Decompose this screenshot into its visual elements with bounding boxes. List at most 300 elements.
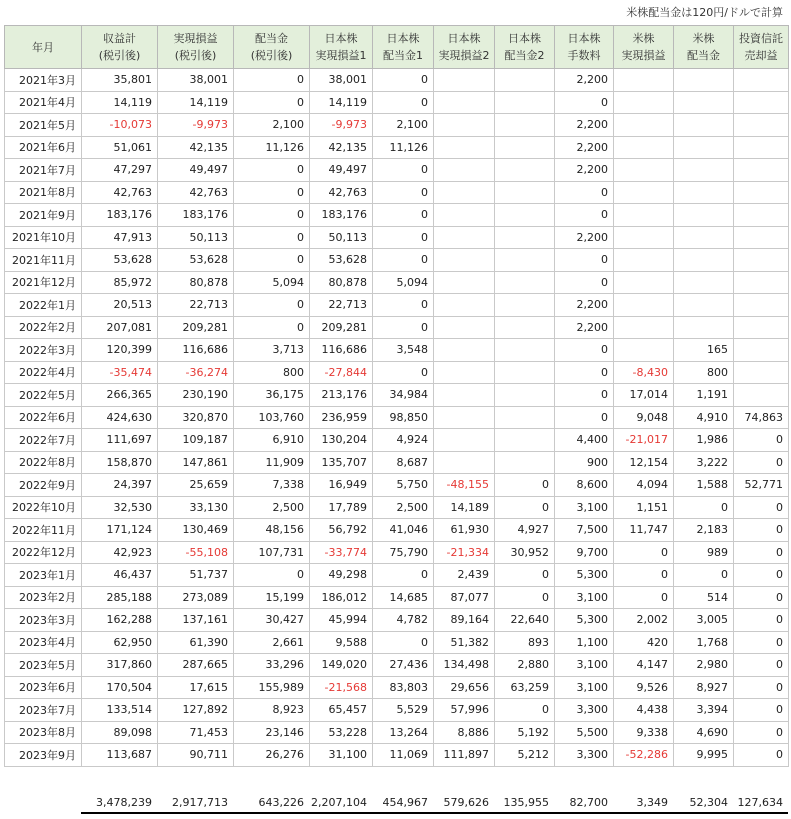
value-cell: 230,190 — [158, 384, 234, 407]
value-cell — [734, 339, 789, 362]
value-cell — [734, 91, 789, 114]
value-cell: 63,259 — [495, 676, 555, 699]
value-cell: 22,640 — [495, 609, 555, 632]
value-cell: 56,792 — [310, 519, 373, 542]
column-header — [158, 26, 234, 69]
value-cell: 1,191 — [674, 384, 734, 407]
value-cell — [734, 69, 789, 92]
value-cell — [674, 159, 734, 182]
value-cell: 8,600 — [555, 474, 614, 497]
value-cell — [434, 294, 495, 317]
table-row — [5, 676, 789, 699]
totals-label-cell — [4, 792, 81, 813]
value-cell: 14,119 — [158, 91, 234, 114]
value-cell: 8,687 — [373, 451, 434, 474]
value-cell: 90,711 — [158, 744, 234, 767]
value-cell: 2,183 — [674, 519, 734, 542]
value-cell: 9,526 — [614, 676, 674, 699]
value-cell — [434, 316, 495, 339]
value-cell: 71,453 — [158, 721, 234, 744]
value-cell: 149,020 — [310, 654, 373, 677]
value-cell: -21,017 — [614, 429, 674, 452]
value-cell: 0 — [373, 204, 434, 227]
column-header — [310, 26, 373, 69]
table-row — [5, 204, 789, 227]
value-cell: 0 — [495, 564, 555, 587]
total-cell: 454,967 — [372, 792, 433, 813]
value-cell: 130,204 — [310, 429, 373, 452]
value-cell: 0 — [734, 541, 789, 564]
table-body — [5, 69, 789, 767]
value-cell: 317,860 — [82, 654, 158, 677]
value-cell: -9,973 — [310, 114, 373, 137]
table-row — [5, 496, 789, 519]
month-cell: 2023年7月 — [5, 699, 82, 722]
value-cell: 80,878 — [310, 271, 373, 294]
month-cell: 2022年6月 — [5, 406, 82, 429]
value-cell — [434, 384, 495, 407]
value-cell: 42,135 — [158, 136, 234, 159]
table-row — [5, 361, 789, 384]
value-cell — [495, 316, 555, 339]
totals-row — [4, 792, 788, 813]
month-cell: 2021年5月 — [5, 114, 82, 137]
value-cell: 0 — [734, 586, 789, 609]
value-cell: 87,077 — [434, 586, 495, 609]
value-cell: 4,400 — [555, 429, 614, 452]
value-cell: 25,659 — [158, 474, 234, 497]
value-cell: 53,228 — [310, 721, 373, 744]
value-cell: 57,996 — [434, 699, 495, 722]
value-cell: 46,437 — [82, 564, 158, 587]
value-cell: 3,100 — [555, 496, 614, 519]
value-cell: 11,126 — [234, 136, 310, 159]
value-cell: 0 — [234, 91, 310, 114]
value-cell: 6,910 — [234, 429, 310, 452]
value-cell: 155,989 — [234, 676, 310, 699]
value-cell: 0 — [234, 159, 310, 182]
value-cell: 41,046 — [373, 519, 434, 542]
value-cell: 32,530 — [82, 496, 158, 519]
value-cell: 34,984 — [373, 384, 434, 407]
value-cell: 5,300 — [555, 609, 614, 632]
month-cell: 2022年3月 — [5, 339, 82, 362]
column-header — [555, 26, 614, 69]
value-cell — [734, 316, 789, 339]
month-cell: 2022年12月 — [5, 541, 82, 564]
value-cell: 266,365 — [82, 384, 158, 407]
value-cell — [734, 384, 789, 407]
value-cell: 0 — [234, 316, 310, 339]
month-cell: 2022年4月 — [5, 361, 82, 384]
value-cell: 1,151 — [614, 496, 674, 519]
value-cell — [495, 204, 555, 227]
month-cell: 2023年6月 — [5, 676, 82, 699]
value-cell: 424,630 — [82, 406, 158, 429]
month-cell: 2023年2月 — [5, 586, 82, 609]
value-cell: 0 — [373, 181, 434, 204]
value-cell: 11,909 — [234, 451, 310, 474]
value-cell: 0 — [234, 564, 310, 587]
value-cell — [614, 294, 674, 317]
value-cell: 83,803 — [373, 676, 434, 699]
total-cell: 127,634 — [733, 792, 788, 813]
value-cell — [434, 271, 495, 294]
value-cell: 183,176 — [82, 204, 158, 227]
value-cell — [495, 91, 555, 114]
value-cell: 165 — [674, 339, 734, 362]
value-cell: 5,192 — [495, 721, 555, 744]
value-cell: 3,394 — [674, 699, 734, 722]
value-cell: 0 — [734, 721, 789, 744]
value-cell: 14,119 — [82, 91, 158, 114]
value-cell: 285,188 — [82, 586, 158, 609]
value-cell: 31,100 — [310, 744, 373, 767]
value-cell: 236,959 — [310, 406, 373, 429]
value-cell — [434, 249, 495, 272]
value-cell: -9,973 — [158, 114, 234, 137]
value-cell: 4,094 — [614, 474, 674, 497]
value-cell: 14,685 — [373, 586, 434, 609]
column-header-line: 米株 — [692, 32, 715, 45]
value-cell: 74,863 — [734, 406, 789, 429]
value-cell: 5,094 — [373, 271, 434, 294]
table-row — [5, 631, 789, 654]
value-cell — [495, 406, 555, 429]
value-cell — [434, 406, 495, 429]
value-cell — [614, 181, 674, 204]
value-cell — [734, 159, 789, 182]
value-cell — [614, 159, 674, 182]
value-cell: 65,457 — [310, 699, 373, 722]
value-cell: 2,200 — [555, 69, 614, 92]
value-cell: 5,500 — [555, 721, 614, 744]
value-cell — [614, 69, 674, 92]
value-cell: 5,529 — [373, 699, 434, 722]
value-cell: 5,300 — [555, 564, 614, 587]
value-cell — [614, 339, 674, 362]
value-cell: 2,200 — [555, 114, 614, 137]
value-cell: 0 — [373, 294, 434, 317]
value-cell: 1,100 — [555, 631, 614, 654]
value-cell: 0 — [734, 654, 789, 677]
value-cell — [434, 114, 495, 137]
value-cell: 80,878 — [158, 271, 234, 294]
value-cell — [495, 69, 555, 92]
column-header — [234, 26, 310, 69]
value-cell: 52,771 — [734, 474, 789, 497]
value-cell — [495, 249, 555, 272]
table-row — [5, 294, 789, 317]
column-header-line: 実現損益 — [621, 49, 666, 62]
value-cell — [674, 204, 734, 227]
value-cell: 2,200 — [555, 159, 614, 182]
value-cell: 2,200 — [555, 226, 614, 249]
value-cell: 5,212 — [495, 744, 555, 767]
value-cell: -33,774 — [310, 541, 373, 564]
value-cell: 107,731 — [234, 541, 310, 564]
value-cell: 0 — [734, 631, 789, 654]
value-cell — [434, 361, 495, 384]
value-cell: 98,850 — [373, 406, 434, 429]
value-cell: 2,200 — [555, 136, 614, 159]
value-cell: 47,297 — [82, 159, 158, 182]
month-cell: 2022年8月 — [5, 451, 82, 474]
value-cell: 16,949 — [310, 474, 373, 497]
table-row — [5, 654, 789, 677]
value-cell: 53,628 — [82, 249, 158, 272]
month-cell: 2022年2月 — [5, 316, 82, 339]
value-cell — [614, 249, 674, 272]
value-cell: 2,500 — [234, 496, 310, 519]
value-cell: 2,100 — [234, 114, 310, 137]
value-cell: 0 — [614, 564, 674, 587]
month-cell: 2021年6月 — [5, 136, 82, 159]
value-cell: 0 — [734, 744, 789, 767]
table-row — [5, 721, 789, 744]
value-cell: 162,288 — [82, 609, 158, 632]
value-cell: 61,390 — [158, 631, 234, 654]
value-cell: 893 — [495, 631, 555, 654]
value-cell: 0 — [555, 271, 614, 294]
month-cell: 2022年1月 — [5, 294, 82, 317]
value-cell: 2,100 — [373, 114, 434, 137]
value-cell: 5,094 — [234, 271, 310, 294]
value-cell: 170,504 — [82, 676, 158, 699]
value-cell: 0 — [373, 91, 434, 114]
value-cell: 12,154 — [614, 451, 674, 474]
value-cell: -8,430 — [614, 361, 674, 384]
value-cell — [674, 91, 734, 114]
value-cell: 0 — [734, 564, 789, 587]
value-cell: 38,001 — [158, 69, 234, 92]
value-cell — [734, 249, 789, 272]
value-cell: 0 — [373, 316, 434, 339]
value-cell: 4,147 — [614, 654, 674, 677]
value-cell: 111,697 — [82, 429, 158, 452]
table-row — [5, 69, 789, 92]
table-row — [5, 474, 789, 497]
value-cell: 51,737 — [158, 564, 234, 587]
value-cell — [495, 159, 555, 182]
table-row — [5, 699, 789, 722]
value-cell: 3,713 — [234, 339, 310, 362]
value-cell — [614, 91, 674, 114]
value-cell: 0 — [373, 564, 434, 587]
month-cell: 2022年9月 — [5, 474, 82, 497]
total-cell: 2,207,104 — [309, 792, 372, 813]
value-cell: 9,700 — [555, 541, 614, 564]
value-cell: 0 — [373, 226, 434, 249]
value-cell: 0 — [555, 249, 614, 272]
value-cell: 0 — [555, 339, 614, 362]
value-cell — [434, 136, 495, 159]
value-cell — [495, 136, 555, 159]
value-cell: -10,073 — [82, 114, 158, 137]
column-header — [434, 26, 495, 69]
month-cell: 2022年10月 — [5, 496, 82, 519]
value-cell — [614, 136, 674, 159]
value-cell: 36,175 — [234, 384, 310, 407]
month-cell: 2021年8月 — [5, 181, 82, 204]
table-row — [5, 339, 789, 362]
value-cell: -21,568 — [310, 676, 373, 699]
value-cell: 8,886 — [434, 721, 495, 744]
total-cell: 643,226 — [233, 792, 309, 813]
value-cell: 158,870 — [82, 451, 158, 474]
month-cell: 2022年5月 — [5, 384, 82, 407]
value-cell: -35,474 — [82, 361, 158, 384]
value-cell — [674, 316, 734, 339]
value-cell: 147,861 — [158, 451, 234, 474]
value-cell: 29,656 — [434, 676, 495, 699]
column-header-line: (税引後) — [174, 49, 217, 62]
value-cell — [734, 204, 789, 227]
value-cell: 4,690 — [674, 721, 734, 744]
column-header — [734, 26, 789, 69]
table-row — [5, 159, 789, 182]
column-header — [614, 26, 674, 69]
value-cell: 209,281 — [158, 316, 234, 339]
value-cell: 120,399 — [82, 339, 158, 362]
value-cell: 0 — [234, 69, 310, 92]
value-cell: 130,469 — [158, 519, 234, 542]
value-cell: 9,048 — [614, 406, 674, 429]
value-cell: 53,628 — [310, 249, 373, 272]
value-cell: 127,892 — [158, 699, 234, 722]
value-cell: 213,176 — [310, 384, 373, 407]
value-cell: 0 — [495, 699, 555, 722]
value-cell: 0 — [734, 519, 789, 542]
value-cell — [495, 226, 555, 249]
value-cell: 2,661 — [234, 631, 310, 654]
value-cell: 116,686 — [310, 339, 373, 362]
column-header-line: 日本株 — [386, 32, 420, 45]
value-cell: 133,514 — [82, 699, 158, 722]
value-cell: 51,061 — [82, 136, 158, 159]
value-cell: 2,500 — [373, 496, 434, 519]
value-cell — [674, 294, 734, 317]
value-cell: 22,713 — [158, 294, 234, 317]
value-cell: -21,334 — [434, 541, 495, 564]
value-cell: 33,296 — [234, 654, 310, 677]
income-table — [4, 25, 789, 767]
month-cell: 2021年3月 — [5, 69, 82, 92]
column-header-line: 日本株 — [508, 32, 541, 45]
value-cell — [734, 271, 789, 294]
value-cell: 2,002 — [614, 609, 674, 632]
value-cell: 171,124 — [82, 519, 158, 542]
month-cell: 2021年12月 — [5, 271, 82, 294]
column-header-line: 配当金1 — [383, 49, 423, 62]
value-cell — [614, 226, 674, 249]
value-cell — [495, 271, 555, 294]
value-cell: 137,161 — [158, 609, 234, 632]
value-cell — [614, 271, 674, 294]
value-cell: 514 — [674, 586, 734, 609]
value-cell: 8,927 — [674, 676, 734, 699]
value-cell: 0 — [734, 609, 789, 632]
value-cell: 3,100 — [555, 654, 614, 677]
column-header-line: 実現損益2 — [438, 49, 490, 62]
value-cell: 0 — [674, 496, 734, 519]
value-cell: 0 — [674, 564, 734, 587]
value-cell: 0 — [234, 294, 310, 317]
value-cell — [495, 429, 555, 452]
value-cell: 20,513 — [82, 294, 158, 317]
value-cell: 9,995 — [674, 744, 734, 767]
value-cell: 45,994 — [310, 609, 373, 632]
value-cell — [434, 181, 495, 204]
value-cell: 14,119 — [310, 91, 373, 114]
value-cell: 0 — [373, 249, 434, 272]
value-cell — [495, 451, 555, 474]
value-cell — [434, 159, 495, 182]
value-cell: 0 — [555, 204, 614, 227]
value-cell: 0 — [234, 226, 310, 249]
value-cell — [674, 271, 734, 294]
value-cell: 11,069 — [373, 744, 434, 767]
value-cell: 1,588 — [674, 474, 734, 497]
value-cell: 27,436 — [373, 654, 434, 677]
column-header-line: 投資信託 — [739, 32, 783, 45]
value-cell — [734, 361, 789, 384]
table-row — [5, 429, 789, 452]
total-cell: 3,349 — [613, 792, 673, 813]
value-cell: 51,382 — [434, 631, 495, 654]
value-cell — [674, 114, 734, 137]
value-cell: 2,200 — [555, 294, 614, 317]
value-cell: 61,930 — [434, 519, 495, 542]
value-cell: 0 — [234, 204, 310, 227]
column-header — [82, 26, 158, 69]
value-cell — [434, 226, 495, 249]
value-cell — [434, 69, 495, 92]
value-cell — [614, 316, 674, 339]
value-cell — [734, 136, 789, 159]
value-cell: 11,126 — [373, 136, 434, 159]
month-cell: 2021年4月 — [5, 91, 82, 114]
value-cell: 0 — [373, 631, 434, 654]
value-cell: 8,923 — [234, 699, 310, 722]
value-cell: 4,924 — [373, 429, 434, 452]
value-cell: 0 — [234, 249, 310, 272]
value-cell: 0 — [734, 496, 789, 519]
value-cell: 0 — [734, 429, 789, 452]
month-cell: 2023年9月 — [5, 744, 82, 767]
value-cell: 4,782 — [373, 609, 434, 632]
column-header-line: 売却益 — [744, 49, 778, 62]
value-cell: 42,923 — [82, 541, 158, 564]
value-cell: 0 — [373, 159, 434, 182]
value-cell — [495, 384, 555, 407]
table-row — [5, 181, 789, 204]
value-cell: 900 — [555, 451, 614, 474]
totals-table — [4, 792, 788, 814]
column-header-line: 日本株 — [324, 32, 358, 45]
value-cell: 7,500 — [555, 519, 614, 542]
value-cell: 273,089 — [158, 586, 234, 609]
value-cell — [434, 451, 495, 474]
value-cell: 4,927 — [495, 519, 555, 542]
value-cell: 3,100 — [555, 586, 614, 609]
table-row — [5, 91, 789, 114]
column-header-line: 米株 — [632, 32, 655, 45]
value-cell: 113,687 — [82, 744, 158, 767]
value-cell: -48,155 — [434, 474, 495, 497]
value-cell: 42,763 — [82, 181, 158, 204]
value-cell: 47,913 — [82, 226, 158, 249]
